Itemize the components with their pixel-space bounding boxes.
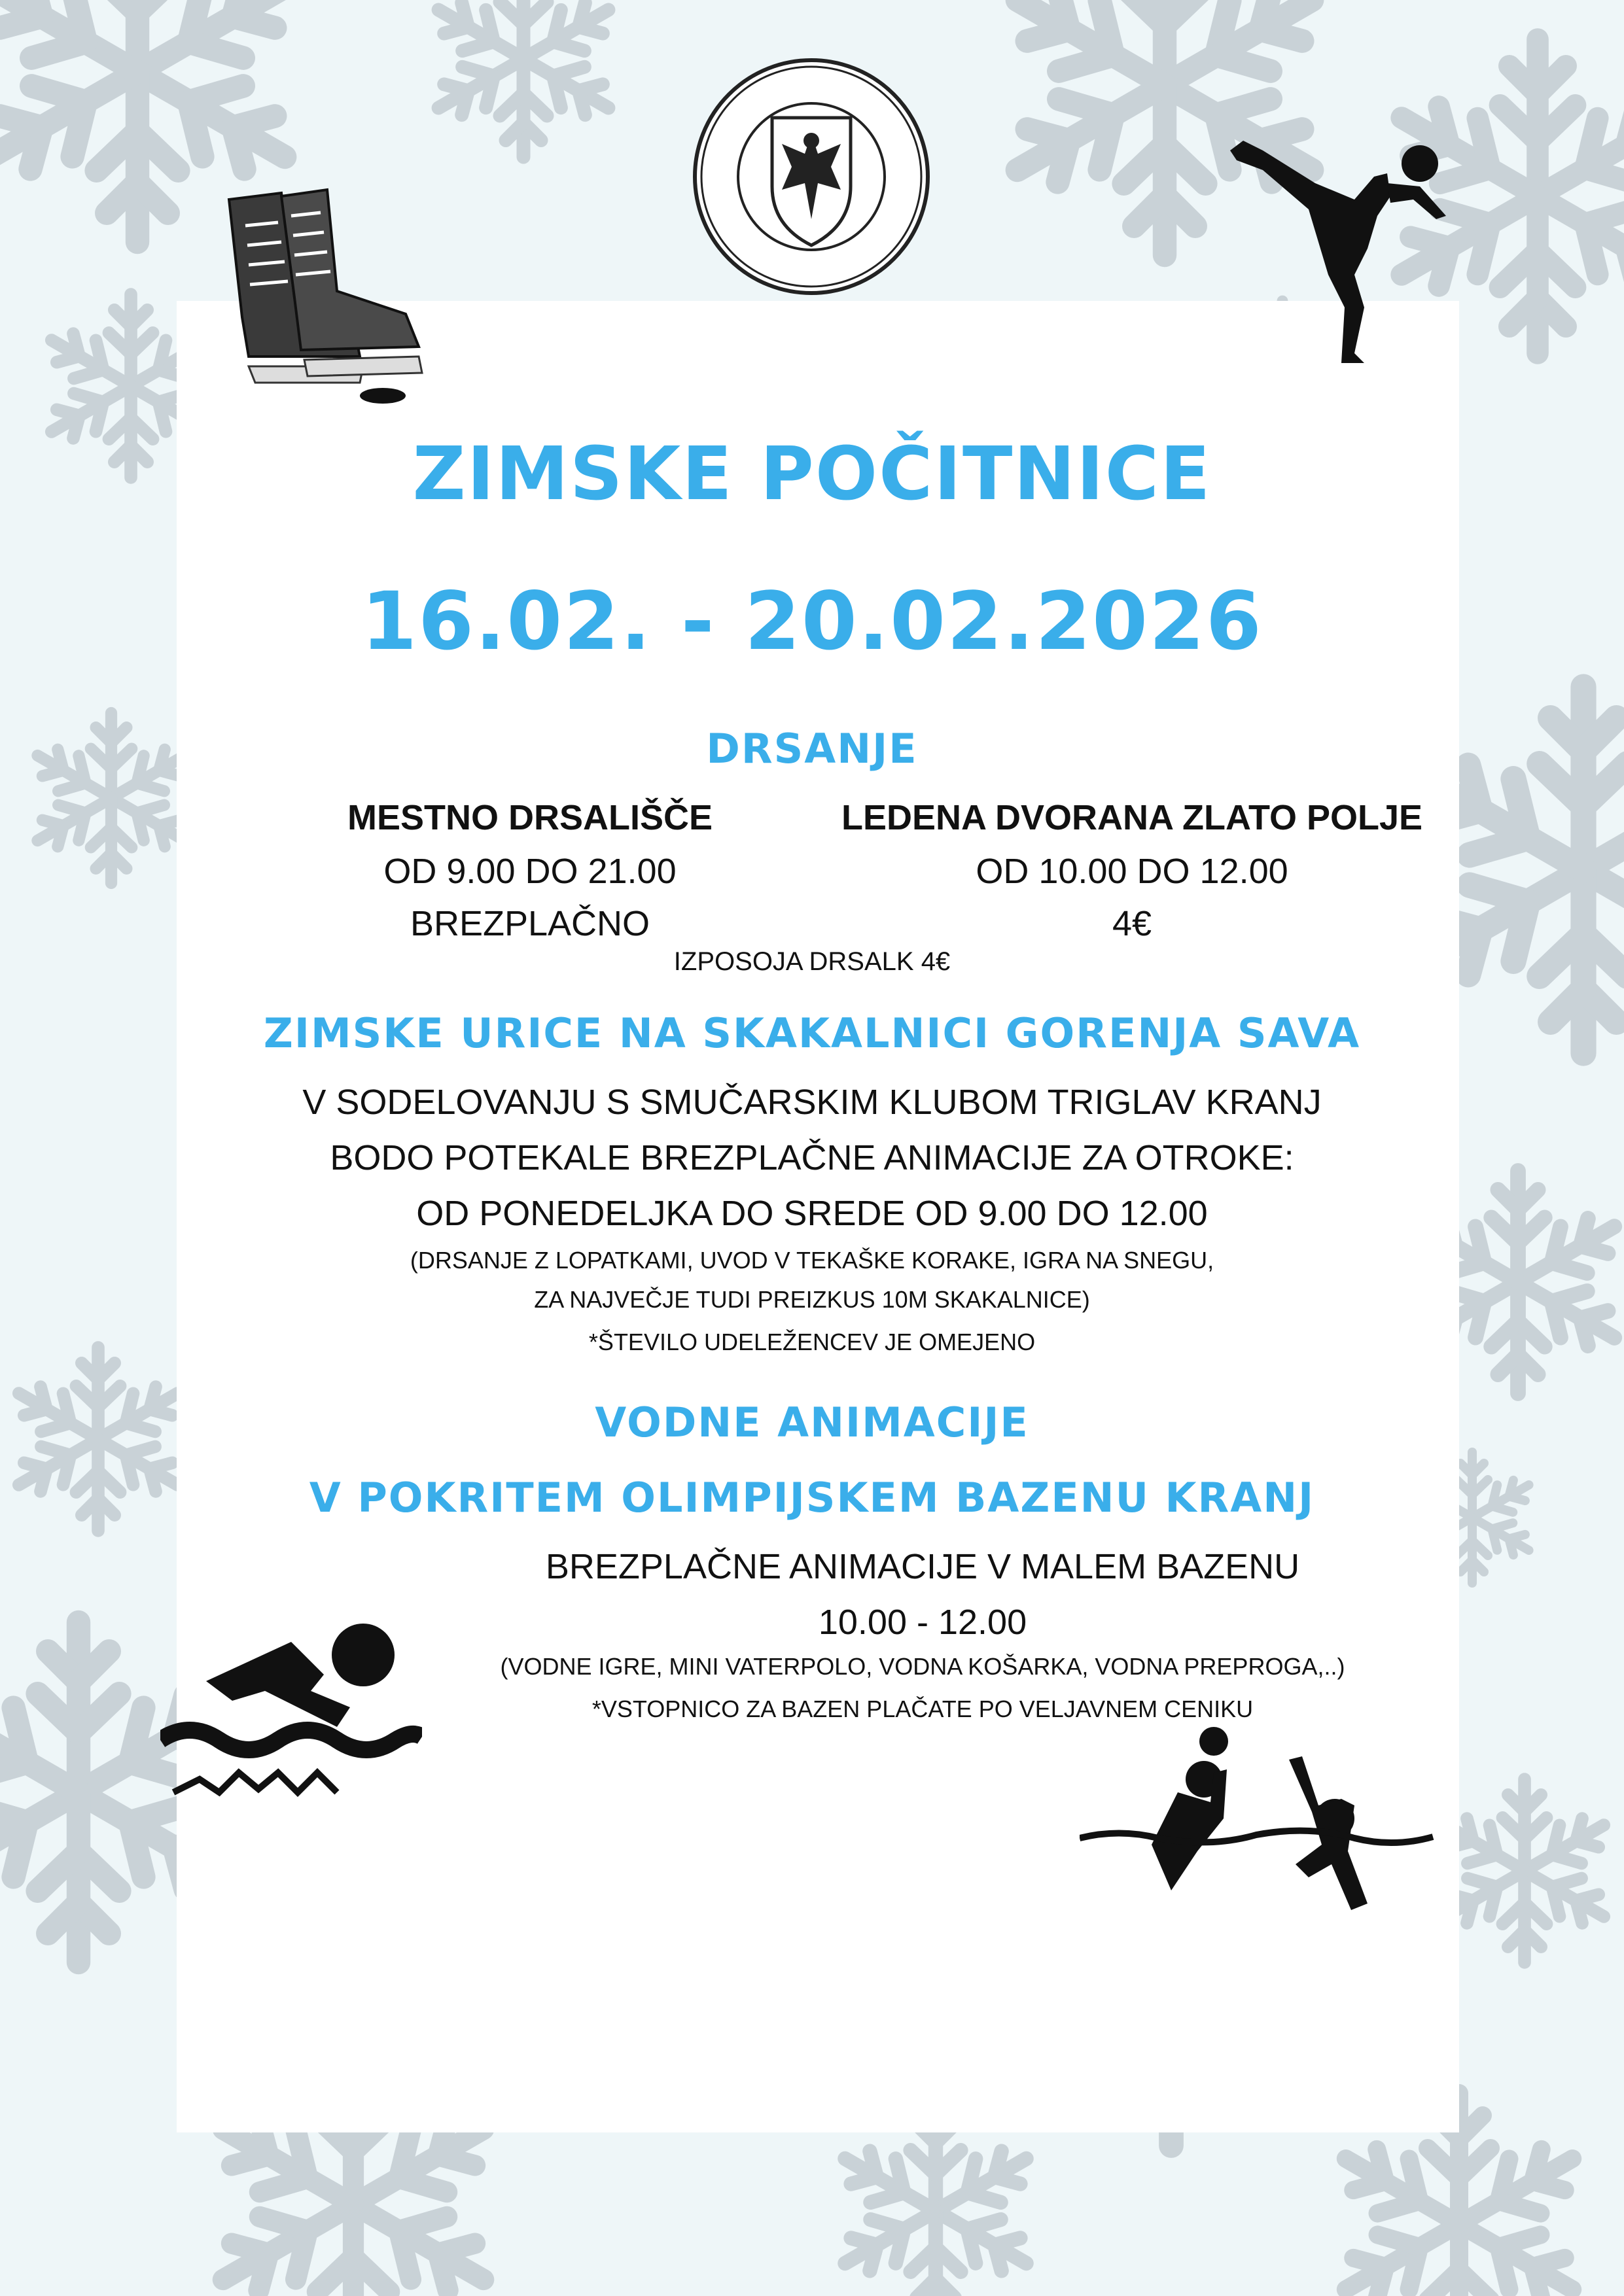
venue1-name: MESTNO DRSALIŠČE — [347, 798, 713, 837]
water-line1: BREZPLAČNE ANIMACIJE V MALEM BAZENU — [545, 1547, 1300, 1586]
skate-rental: IZPOSOJA DRSALK 4€ — [673, 947, 951, 976]
water-note1: (VODNE IGRE, MINI VATERPOLO, VODNA KOŠARKA, VODNA PREPROGA,..) — [500, 1653, 1345, 1680]
venue1-hours: OD 9.00 DO 21.00 — [383, 852, 677, 891]
jumping-note3: *ŠTEVILO UDELEŽENCEV JE OMEJENO — [588, 1329, 1036, 1355]
water-note2: *VSTOPNICO ZA BAZEN PLAČATE PO VELJAVNEM CENIKU — [591, 1696, 1254, 1722]
water-line2: 10.00 - 12.00 — [818, 1603, 1027, 1642]
skating-heading: DRSANJE — [706, 725, 918, 773]
jumping-line2: BODO POTEKALE BREZPLAČNE ANIMACIJE ZA OTROKE: — [330, 1138, 1294, 1177]
figure-skater-icon — [1224, 137, 1472, 373]
jumping-line1: V SODELOVANJU S SMUČARSKIM KLUBOM TRIGLAV KRANJ — [302, 1083, 1322, 1122]
event-dates: 16.02. - 20.02.2026 — [361, 575, 1263, 668]
hockey-skates-icon — [222, 186, 438, 435]
venue2-price: 4€ — [1112, 904, 1152, 943]
water-polo-icon — [1080, 1720, 1446, 1936]
jumping-heading: ZIMSKE URICE NA SKAKALNICI GORENJA SAVA — [263, 1009, 1361, 1057]
venue2-hours: OD 10.00 DO 12.00 — [976, 852, 1288, 891]
zavod-za-sport-kranj-logo — [690, 56, 932, 298]
swimmer-icon — [160, 1616, 422, 1812]
jumping-line3: OD PONEDELJKA DO SREDE OD 9.00 DO 12.00 — [416, 1194, 1208, 1233]
jumping-note1: (DRSANJE Z LOPATKAMI, UVOD V TEKAŠKE KORAKE, IGRA NA SNEGU, — [410, 1247, 1214, 1274]
venue2-name: LEDENA DVORANA ZLATO POLJE — [841, 798, 1423, 837]
water-subheading: V POKRITEM OLIMPIJSKEM BAZENU KRANJ — [309, 1474, 1315, 1522]
venue1-price: BREZPLAČNO — [410, 904, 650, 943]
water-heading: VODNE ANIMACIJE — [595, 1399, 1029, 1446]
page-title: ZIMSKE POČITNICE — [412, 432, 1212, 517]
jumping-note2: ZA NAJVEČJE TUDI PREIZKUS 10M SKAKALNICE) — [534, 1286, 1090, 1313]
